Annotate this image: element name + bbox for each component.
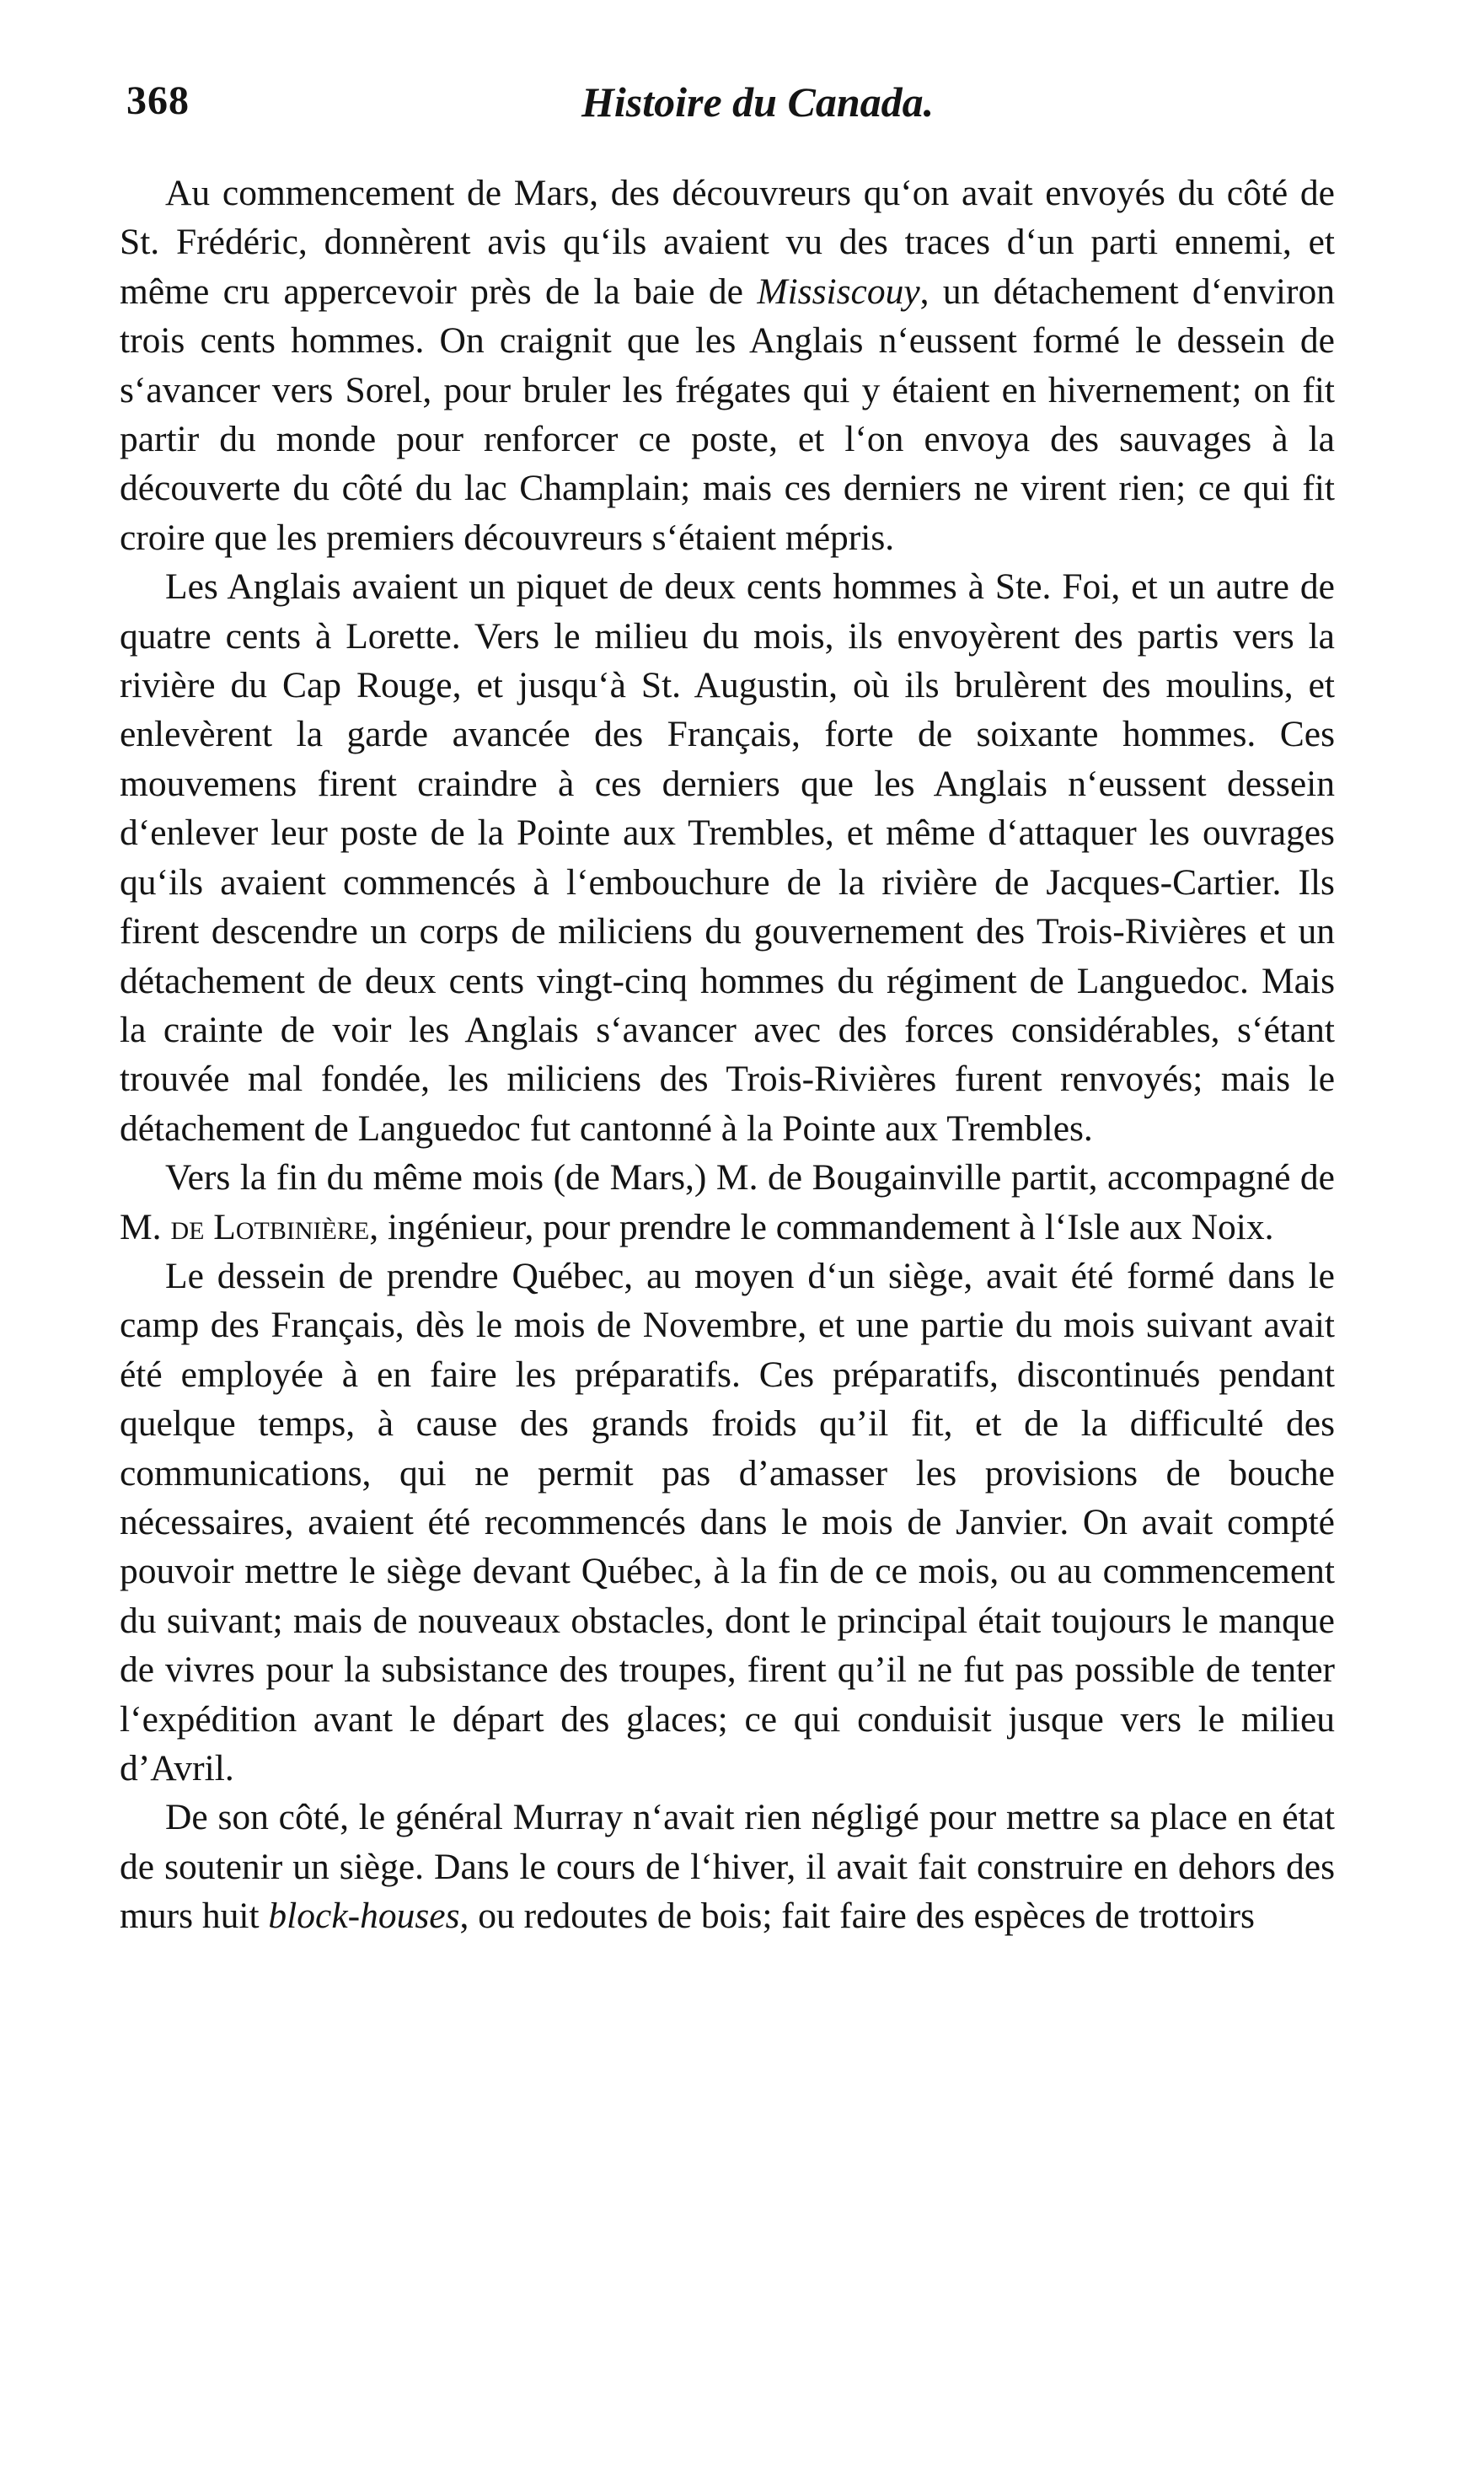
- paragraph-3-text-a: Vers la fin du même mois (de Mars,) M. de Bougainville partit, accompagné de M.: [120, 1157, 1335, 1247]
- place-name-missiscouy: Missiscouy: [757, 271, 920, 312]
- paragraph-4: Le dessein de prendre Québec, au moyen d‘un siège, avait été formé dans le camp des Français, dès le mois de Novembre, et une partie du mois suivant avait été employée à en faire les préparatifs. Ces préparatifs, discontinués pendant quelque temps, à cause des grands froids qu’il fit, et de la difficulté des communications, qui ne permit pas d’amasser les provisions de bouche nécessaires, avaient été recommencés dans le mois de Janvier. On avait compté pouvoir mettre le siège devant Québec, à la fin de ce mois, ou au commencement du suivant; mais de nouveaux obstacles, dont le principal était toujours le manque de vivres pour la subsistance des troupes, firent qu’il ne fut pas possible de tenter l‘expédition avant le départ des glaces; ce qui conduisit jusque vers le milieu d’Avril.: [120, 1255, 1335, 1789]
- person-name-lotbiniere: de Lotbinière: [170, 1206, 370, 1247]
- page-header: [126, 78, 1365, 145]
- paragraph-3: [120, 1153, 1335, 1252]
- paragraph-1-text-a: Au commencement de Mars, des découvreurs qu‘on avait envoyés du côté de St. Frédéric, donnèrent avis qu‘ils avaient vu des traces d‘un parti ennemi, et même cru appercevoir près de la baie de: [120, 173, 1335, 312]
- paragraph-1: [120, 169, 1335, 562]
- paragraph-5: [120, 1793, 1335, 1940]
- running-title: Histoire du Canada.: [581, 78, 935, 126]
- paragraph-1-text-b: , un détachement d‘environ trois cents hommes. On craignit que les Anglais n‘eussent formé le dessein de s‘avancer vers Sorel, pour bruler les frégates qui y étaient en hivernement; on fit partir du monde pour renforcer ce poste, et l‘on envoya des sauvages à la découverte du côté du lac Champlain; mais ces derniers ne virent rien; ce qui fit croire que les premiers découvreurs s‘étaient mépris.: [120, 271, 1335, 558]
- paragraph-3-text-b: , ingénieur, pour prendre le commandement à l‘Isle aux Noix.: [369, 1206, 1274, 1247]
- paragraph-5-text-a: De son côté, le général Murray n‘avait rien négligé pour mettre sa place en état de soutenir un siège. Dans le cours de l‘hiver, il avait fait construire en dehors des murs huit: [120, 1797, 1335, 1937]
- body-text: [120, 169, 1335, 1941]
- page-number: 368: [126, 78, 190, 123]
- term-block-houses: block-houses: [268, 1896, 460, 1937]
- paragraph-2: Les Anglais avaient un piquet de deux cents hommes à Ste. Foi, et un autre de quatre cents à Lorette. Vers le milieu du mois, ils envoyèrent des partis vers la rivière du Cap Rouge, et jusqu‘à St. Augustin, où ils brulèrent des moulins, et enlevèrent la garde avancée des Français, forte de soixante hommes. Ces mouvemens firent craindre à ces derniers que les Anglais n‘eussent dessein d‘enlever leur poste de la Pointe aux Trembles, et même d‘attaquer les ouvrages qu‘ils avaient commencés à l‘embouchure de la rivière de Jacques-Cartier. Ils firent descendre un corps de miliciens du gouvernement des Trois-Rivières et un détachement de deux cents vingt-cinq hommes du régiment de Languedoc. Mais la crainte de voir les Anglais s‘avancer avec des forces considérables, s‘étant trouvée mal fondée, les miliciens des Trois-Rivières furent renvoyés; mais le détachement de Languedoc fut cantonné à la Pointe aux Trembles.: [120, 566, 1335, 1149]
- paragraph-5-text-b: , ou redoutes de bois; fait faire des espèces de trottoirs: [459, 1896, 1255, 1937]
